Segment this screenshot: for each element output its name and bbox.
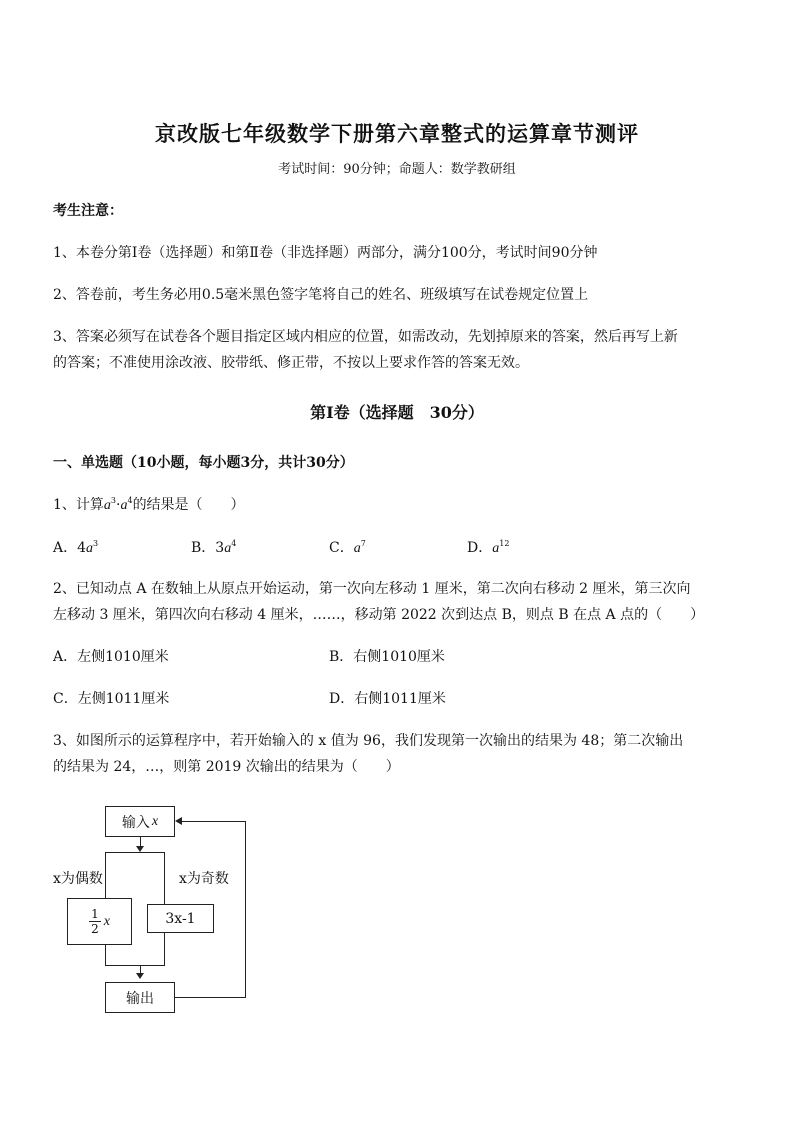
question-2-line-1: 2、已知动点 A 在数轴上从原点开始运动，第一次向左移动 1 厘米，第二次向右移动 2 厘米，第三次向 (53, 581, 691, 597)
odd-expr-box: 3x-1 (147, 904, 214, 933)
q1-dot: · (116, 497, 121, 513)
question-3-line-1: 3、如图所示的运算程序中，若开始输入的 x 值为 96，我们发现第一次输出的结果为 48；第二次输出 (53, 733, 684, 749)
question-1 (53, 494, 245, 514)
notice-item-3: 3、答案必须写在试卷各个题目指定区域内相应的位置，如需改动，先划掉原来的答案，然后再写上新 (53, 329, 678, 345)
q2-option-a[interactable]: A．左侧1010厘米 (53, 649, 169, 665)
flow-line-merge-bottom (105, 965, 165, 966)
flowchart-output-box: 输出 (105, 982, 175, 1013)
flow-line-split-top (105, 852, 164, 853)
even-condition-label: x为偶数 (53, 871, 103, 887)
flow-line-right-merge (164, 933, 165, 965)
question-2-line-2: 左移动 3 厘米，第四次向右移动 4 厘米，……，移动第 2022 次到达点 B，则点 B 在点 A 点的（ ） (53, 607, 705, 623)
flowchart-input-box: 输入 x (105, 806, 175, 837)
q2-option-d[interactable]: D．右侧1011厘米 (329, 691, 446, 707)
q1-option-b[interactable]: B．$3a^4$ (191, 539, 237, 556)
q1-option-d[interactable]: D．$a^{12}$ (467, 539, 510, 556)
odd-condition-label: x为奇数 (179, 871, 229, 887)
half-fraction: $\frac{1}{2}$ (91, 907, 99, 936)
question-3-line-2: 的结果为 24，…，则第 2019 次输出的结果为（ ） (53, 759, 400, 775)
q1-option-a[interactable]: A．$4a^3$ (53, 539, 99, 556)
flow-loop-right (245, 821, 246, 998)
q2-option-b[interactable]: B．右侧1010厘米 (329, 649, 445, 665)
q2-option-c[interactable]: C．左侧1011厘米 (53, 691, 170, 707)
q1-exp2: 4 (127, 496, 133, 505)
flow-arrow-down-2 (136, 973, 144, 979)
notice-item-2: 2、答卷前，考生务必用0.5毫米黑色签字笔将自己的姓名、班级填写在试卷规定位置上 (53, 287, 589, 303)
q1-suffix: 的结果是（ ） (132, 497, 245, 513)
flow-arrow-left (175, 817, 182, 825)
q1-option-c[interactable]: C．$a^7$ (329, 539, 366, 556)
notice-item-3-cont: 的答案；不准使用涂改液、胶带纸、修正带，不按以上要求作答的答案无效。 (53, 355, 529, 371)
page-title: 京改版七年级数学下册第六章整式的运算章节测评 (155, 121, 639, 146)
notice-heading: 考生注意： (53, 203, 123, 219)
part-title: 一、单选题（10小题，每小题3分，共计30分） (53, 455, 354, 471)
q1-var-a2: a (120, 498, 128, 513)
q1-prefix: 1、计算 (53, 497, 104, 513)
flow-loop-bottom (175, 997, 246, 998)
exam-info: 考试时间：90分钟；命题人：数学教研组 (278, 162, 516, 177)
flow-line-right-branch (164, 852, 165, 904)
flow-loop-top (181, 821, 246, 822)
section-title: 第Ⅰ卷（选择题 30分） (310, 403, 484, 422)
q1-exp1: 3 (110, 496, 117, 505)
notice-item-1: 1、本卷分第Ⅰ卷（选择题）和第Ⅱ卷（非选择题）两部分，满分100分，考试时间90分钟 (53, 245, 598, 261)
q1-var-a: a (103, 498, 111, 513)
halve-box: $\frac{1}{2}$ x (67, 898, 132, 945)
flow-line-left-branch (105, 852, 106, 898)
flow-line-left-merge (105, 945, 106, 965)
